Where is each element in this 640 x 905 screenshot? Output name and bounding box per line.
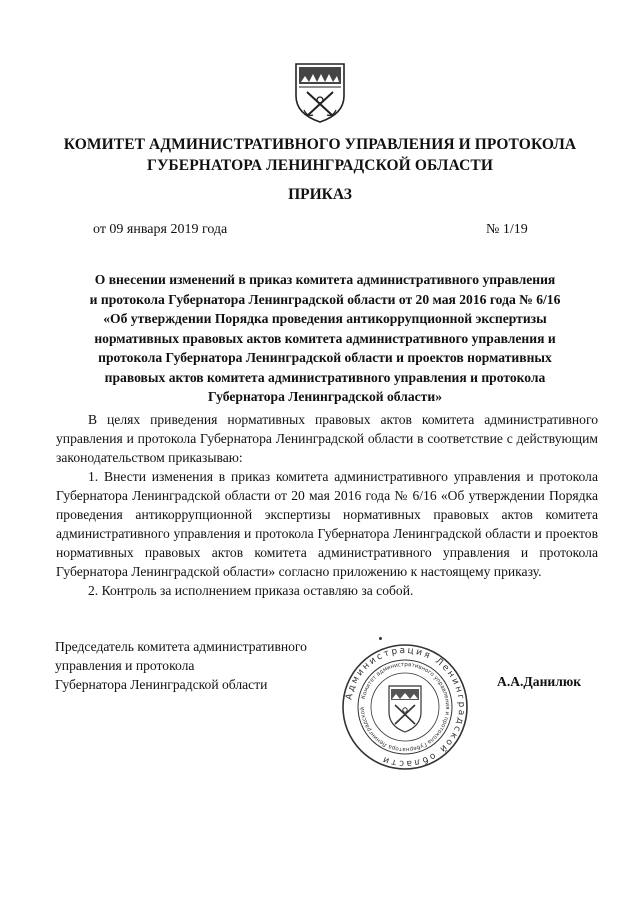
signer-title-line: Губернатора Ленинградской области — [55, 677, 268, 692]
signer-title — [55, 637, 307, 694]
organization-title-line: ГУБЕРНАТОРА ЛЕНИНГРАДСКОЙ ОБЛАСТИ — [147, 157, 493, 174]
subject-line: правовых актов комитета административного управления и протокола — [104, 369, 546, 385]
body-paragraph: В целях приведения нормативных правовых актов комитета административного управления и протокола Губернатора Ленинградской области в соответствие с действующим законодательством приказываю: — [56, 412, 598, 465]
subject-line: протокола Губернатора Ленинградской области и проектов нормативных — [98, 350, 552, 365]
body-paragraph: 2. Контроль за исполнением приказа оставляю за собой. — [88, 583, 414, 598]
body-paragraph: 1. Внести изменения в приказ комитета административного управления и протокола Губернатора Ленинградской области от 20 мая 2016 года № 6/16 «Об утверждении Порядка проведения антикоррупционной экспертизы нормативных правовых актов комитета административного управления и протокола Губернатора Ленинградской области и проектов нормативных правовых актов комитета административного управления и протокола Губернатора Ленинградской области» согласно приложению к настоящему приказу. — [56, 469, 598, 579]
ink-dot — [379, 637, 382, 640]
subject-line: нормативных правовых актов комитета административного управления и — [94, 330, 556, 346]
subject-line: «Об утверждении Порядка проведения антикоррупционной экспертизы — [103, 311, 547, 326]
coat-of-arms-icon — [291, 60, 349, 124]
document-number: № 1/19 — [486, 222, 528, 237]
subject-line: и протокола Губернатора Ленинградской области от 20 мая 2016 года № 6/16 — [89, 291, 561, 307]
official-seal-icon — [340, 642, 470, 772]
seal-emblem-icon — [389, 686, 421, 732]
organization-title-line: КОМИТЕТ АДМИНИСТРАТИВНОГО УПРАВЛЕНИЯ И ПРОТОКОЛА — [63, 136, 577, 153]
document-date: от 09 января 2019 года — [93, 222, 228, 237]
signer-title-line: управления и протокола — [55, 658, 195, 673]
organization-title — [40, 134, 600, 176]
subject-line: Губернатора Ленинградской области» — [208, 389, 442, 404]
subject-line: О внесении изменений в приказ комитета административного управления — [94, 272, 556, 287]
seal-outer-text: Администрация Ленинградской области — [344, 645, 467, 769]
document-type: ПРИКАЗ — [288, 186, 352, 203]
signer-name: А.А.Данилюк — [497, 674, 582, 689]
document-body — [56, 410, 598, 600]
seal-inner-text: Комитет административного управления и протокола Губернатора Ленинградской — [359, 661, 451, 753]
document-subject — [55, 270, 595, 407]
signer-title-line: Председатель комитета административного — [55, 639, 307, 654]
